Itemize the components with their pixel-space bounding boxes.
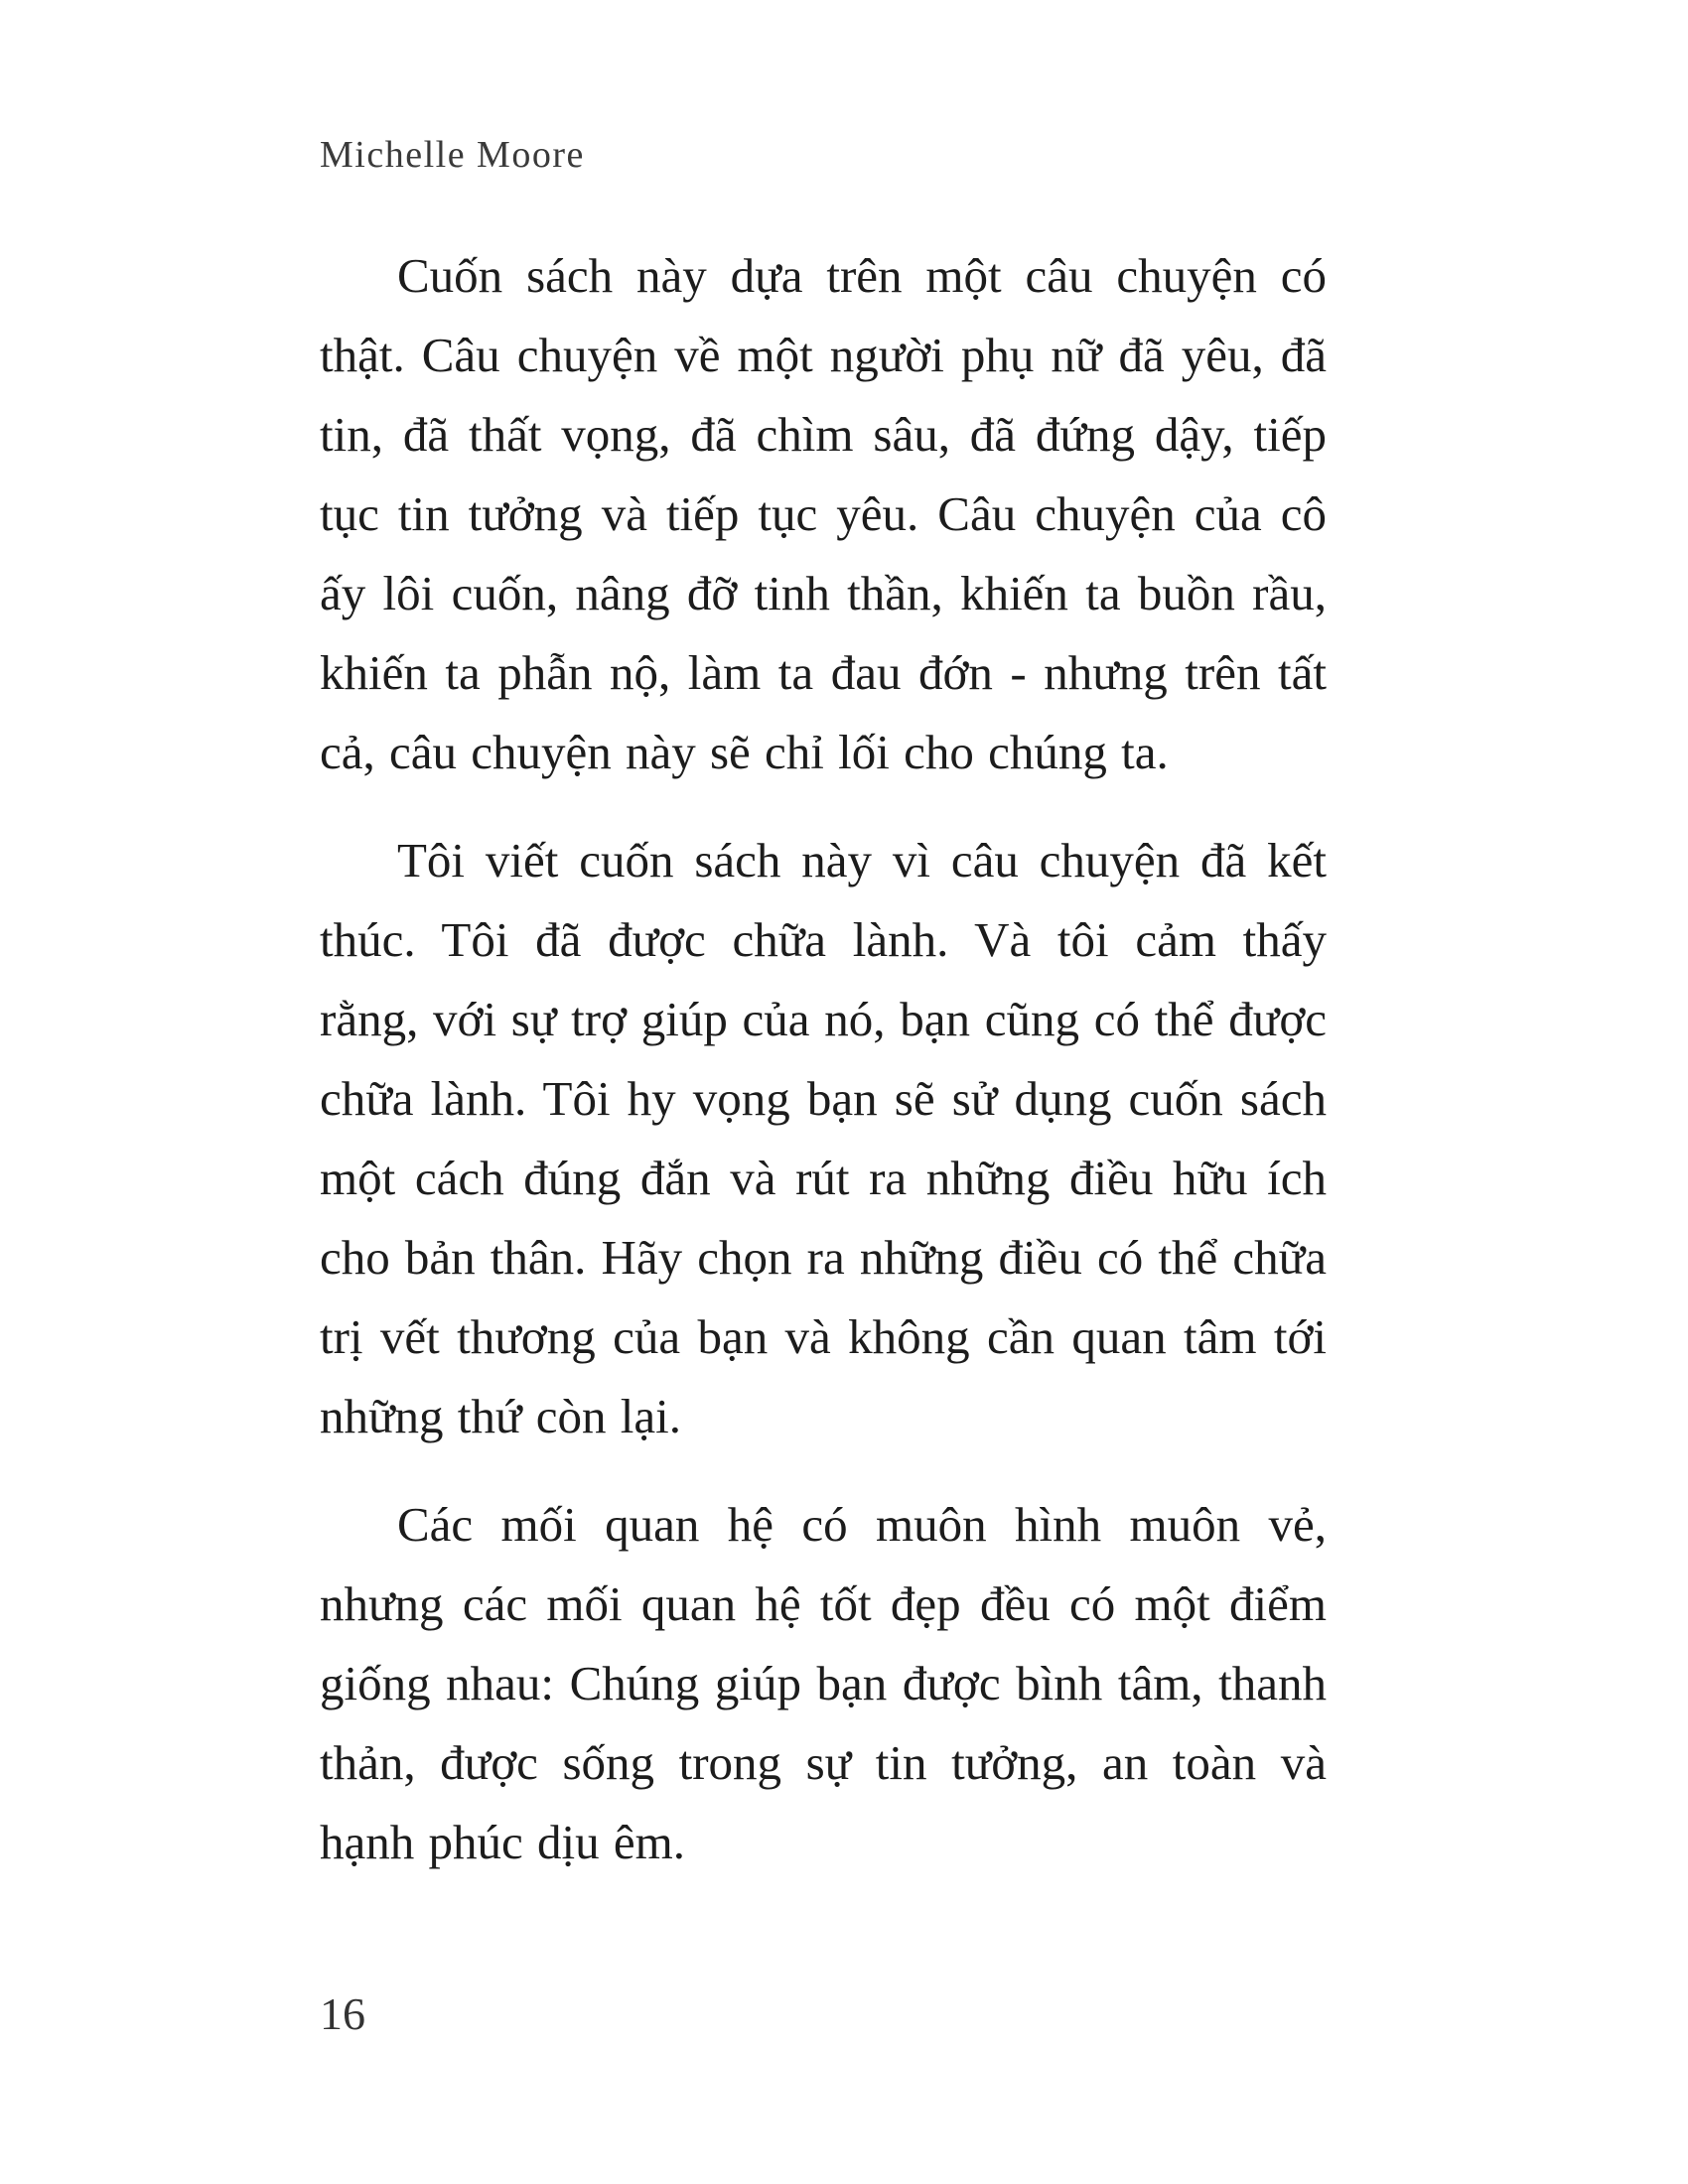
running-header-author: Michelle Moore [320, 134, 585, 176]
paragraph: Cuốn sách này dựa trên một câu chuyện có thật. Câu chuyện về một người phụ nữ đã yêu, đã tin, đã thất vọng, đã chìm sâu, đã đứng dậy, tiếp tục tin tưởng và tiếp tục yêu. Câu chuyện của cô ấy lôi cuốn, nâng đỡ tinh thần, khiến ta buồn rầu, khiến ta phẫn nộ, làm ta đau đớn - nhưng trên tất cả, câu chuyện này sẽ chỉ lối cho chúng ta. [320, 248, 1327, 779]
body-text [320, 236, 1327, 1911]
paragraph: Tôi viết cuốn sách này vì câu chuyện đã kết thúc. Tôi đã được chữa lành. Và tôi cảm thấy rằng, với sự trợ giúp của nó, bạn cũng có thể được chữa lành. Tôi hy vọng bạn sẽ sử dụng cuốn sách một cách đúng đắn và rút ra những điều hữu ích cho bản thân. Hãy chọn ra những điều có thể chữa trị vết thương của bạn và không cần quan tâm tới những thứ còn lại. [320, 833, 1327, 1443]
paragraph: Các mối quan hệ có muôn hình muôn vẻ, nhưng các mối quan hệ tốt đẹp đều có một điểm giống nhau: Chúng giúp bạn được bình tâm, thanh thản, được sống trong sự tin tưởng, an toàn và hạnh phúc dịu êm. [320, 1497, 1327, 1869]
page-number: 16 [320, 1988, 365, 2039]
